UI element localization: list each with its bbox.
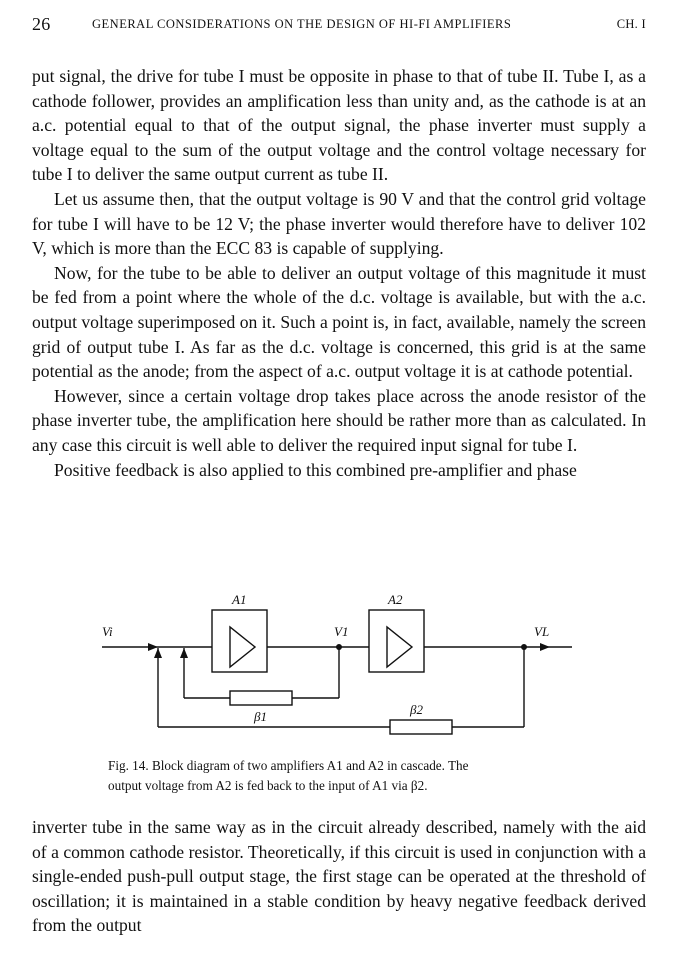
node-v1 [336,644,342,650]
paragraph: put signal, the drive for tube I must be opposite in phase to that of tube II. Tube I, as a cathode follower, provides an amplification less than unity and, as the cathode is at an a.c. potential equal to that of the output signal, the phase inverter must supply a voltage equal to the sum of the output voltage and the control voltage necessary for tube I to deliver the same output current as tube II. [32,66,646,185]
label-a1: A1 [232,592,247,607]
caption-line: Fig. 14. Block diagram of two amplifiers A1 and A2 in cascade. The [108,758,469,773]
paragraph: inverter tube in the same way as in the circuit already described, namely with the aid of a common cathode resistor. Theoretically, if this circuit is used in conjunction with a single-ended push-pull output stage, the first stage can be operated at the threshold of oscillation; it is maintained in a stable condition by heavy negative feedback derived from the output [32,817,646,936]
label-v1: V1 [334,624,349,639]
amplifier-a1-box [212,610,267,672]
label-vi: Vi [102,624,113,639]
paragraph: However, since a certain voltage drop takes place across the anode resistor of the phase inverter tube, the amplification here should be rather more than as calculated. In any case this circuit is well able to deliver the required input signal for tube I. [32,385,646,455]
output-arrow-icon [540,643,550,651]
label-a2: A2 [388,592,403,607]
body-text-bottom [32,815,646,938]
node-vl [521,644,527,650]
caption-line: output voltage from A2 is fed back to the input of A1 via β2. [108,778,428,793]
beta2-resistor [390,720,452,734]
block-diagram [92,590,592,740]
amplifier-a2-box [369,610,424,672]
chapter-label: CH. I [616,17,646,31]
running-title: GENERAL CONSIDERATIONS ON THE DESIGN OF HI-FI AMPLIFIERS [92,17,512,31]
input-arrow-icon [148,643,158,651]
amplifier-a2-triangle-icon [387,627,412,667]
label-beta1: β1 [254,709,267,724]
paragraph: Positive feedback is also applied to this combined pre-amplifier and phase [54,459,577,480]
body-text-top [32,64,646,482]
beta1-arrow-icon [180,648,188,658]
block-diagram-figure [92,590,592,740]
beta1-resistor [230,691,292,705]
page-number: 26 [32,14,51,34]
figure-caption [108,756,578,796]
paragraph: Now, for the tube to be able to deliver an output voltage of this magnitude it must be fed from a point where the whole of the d.c. voltage is available, but with the a.c. output voltage superimposed on it. Such a point is, in fact, available, namely the screen grid of output tube I. As far as the d.c. voltage is concerned, this grid is at the same potential as the anode; from the aspect of a.c. output voltage it is at cathode potential. [32,262,646,382]
paragraph: Let us assume then, that the output voltage is 90 V and that the control grid voltage for tube I will have to be 12 V; the phase inverter would therefore have to deliver 102 V, which is more than the ECC 83 is capable of supplying. [32,188,646,259]
running-header [32,14,646,38]
label-vl: VL [534,624,550,639]
beta2-arrow-icon [154,648,162,658]
amplifier-a1-triangle-icon [230,627,255,667]
label-beta2: β2 [410,702,423,717]
